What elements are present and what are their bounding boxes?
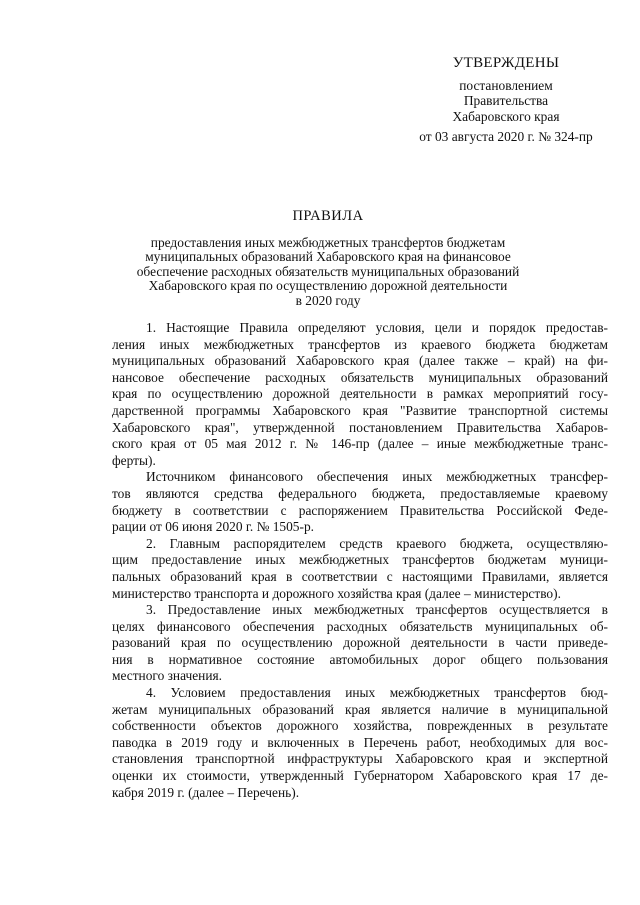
paragraph-line: ферты). <box>112 452 156 468</box>
paragraph-line: разований края по осуществлению дорожной деятельности в части приведе- <box>112 635 608 651</box>
paragraph-2 <box>112 469 608 535</box>
subtitle-line: обеспечение расходных обязательств муниципальных образований <box>136 263 520 279</box>
paragraph-line: дарственной программы Хабаровского края "Развитие транспортной системы <box>112 402 608 418</box>
paragraph-3 <box>112 536 608 602</box>
paragraph-line: ления иных межбюджетных трансфертов из краевого бюджета бюджетам <box>112 336 608 352</box>
paragraph-line: 1. Настоящие Правила определяют условия, цели и порядок предостав- <box>146 320 608 335</box>
document-body <box>112 320 608 801</box>
paragraph-line: края по осуществлению дорожной деятельности в рамках мероприятий госу- <box>112 386 608 402</box>
paragraph-line: рации от 06 июня 2020 г. № 1505-р. <box>112 519 314 535</box>
approval-stamp <box>396 56 616 144</box>
paragraph-line: бюджету в соответствии с распоряжением Правительства Российской Феде- <box>112 502 608 518</box>
paragraph-line: муниципальных образований Хабаровского края (далее также – край) на фи- <box>112 353 608 369</box>
paragraph-line: Хабаровского края", утвержденной постановлением Правительства Хабаров- <box>112 419 608 435</box>
approval-line-resolution: постановлением <box>459 78 553 94</box>
paragraph-line: оценки их стоимости, утвержденный Губернатором Хабаровского края 17 де- <box>112 768 608 784</box>
document-title: ПРАВИЛА <box>292 208 364 224</box>
subtitle-line: предоставления иных межбюджетных трансфертов бюджетам <box>150 235 506 250</box>
document-title-block <box>118 208 538 308</box>
paragraph-line: местного значения. <box>112 668 222 684</box>
paragraph-line: 3. Предоставление иных межбюджетных трансфертов осуществляется в <box>146 602 608 618</box>
paragraph-line: Источником финансового обеспечения иных межбюджетных трансфер- <box>146 469 608 485</box>
paragraph-line: щим предоставление иных межбюджетных трансфертов бюджетам муници- <box>112 552 608 568</box>
paragraph-line: 4. Условием предоставления иных межбюджетных трансфертов бюд- <box>146 685 608 701</box>
paragraph-line: министерство транспорта и дорожного хозяйства края (далее – министерство). <box>112 585 561 601</box>
subtitle-line: Хабаровского края по осуществлению дорожной деятельности <box>148 278 508 294</box>
paragraph-line: целях финансового обеспечения расходных обязательств муниципальных об- <box>112 618 608 634</box>
approval-line-region: Хабаровского края <box>452 108 560 124</box>
subtitle-line: муниципальных образований Хабаровского края на финансовое <box>145 249 511 265</box>
subtitle-line: в 2020 году <box>295 292 361 308</box>
paragraph-line: пальных образований края в соответствии с настоящими Правилами, является <box>112 568 608 584</box>
paragraph-line: собственности объектов дорожного хозяйства, поврежденных в результате <box>112 718 608 734</box>
paragraph-line: нансовое обеспечение расходных обязательств муниципальных образований <box>112 369 608 385</box>
paragraph-5 <box>112 685 608 801</box>
document-subtitle <box>118 236 538 308</box>
paragraph-line: паводка в 2019 году и включенных в Перечень работ, необходимых для вос- <box>112 734 608 750</box>
approval-line-government: Правительства <box>463 93 549 109</box>
paragraph-line: тов являются средства федерального бюджета, предоставляемые краевому <box>112 485 608 501</box>
paragraph-line: кабря 2019 г. (далее – Перечень). <box>112 784 300 800</box>
approval-heading: УТВЕРЖДЕНЫ <box>452 55 560 71</box>
paragraph-line: ского края от 05 мая 2012 г. № 146-пр (далее – иные межбюджетные транс- <box>112 436 608 452</box>
paragraph-line: ния в нормативное состояние автомобильных дорог общего пользования <box>112 651 608 667</box>
approval-date: от 03 августа 2020 г. № 324-пр <box>419 128 593 144</box>
paragraph-line: жетам муниципальных образований края является наличие в муниципальной <box>112 701 608 717</box>
paragraph-1 <box>112 320 608 469</box>
paragraph-line: 2. Главным распорядителем средств краевого бюджета, осуществляю- <box>146 535 608 551</box>
paragraph-line: становления транспортной инфраструктуры Хабаровского края и экспертной <box>112 751 608 767</box>
paragraph-4 <box>112 602 608 685</box>
